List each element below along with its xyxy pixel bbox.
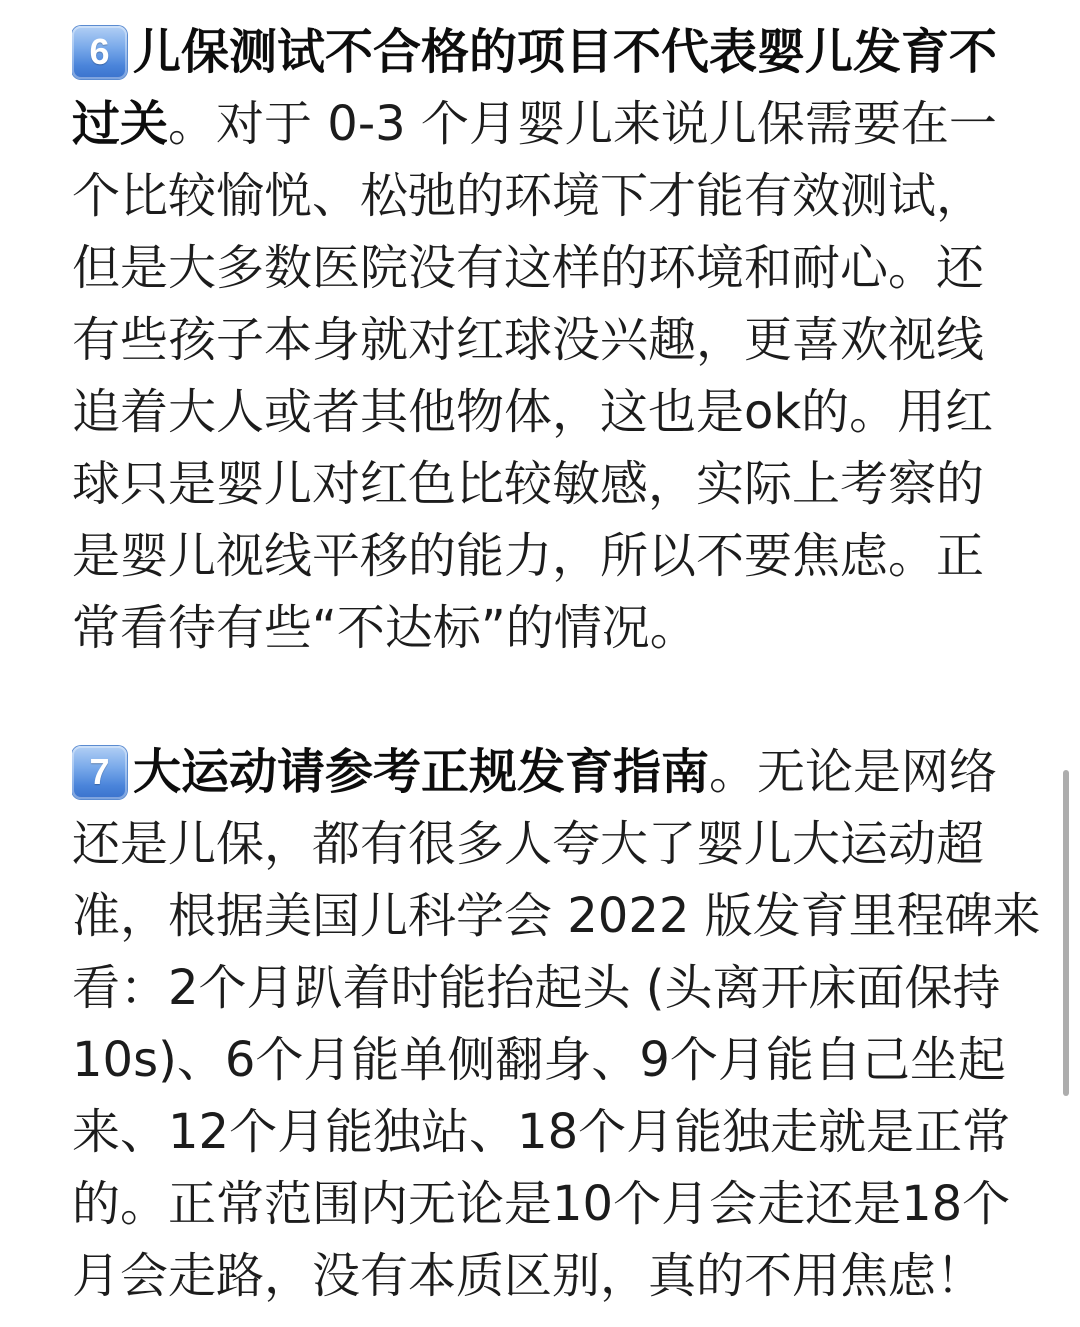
- paragraph-text: 准，根据美国儿科学会 2022 版发育里程碑来: [72, 888, 1041, 944]
- paragraph-text: 。无论是网络: [709, 744, 998, 800]
- paragraph-spacer: [72, 664, 1062, 736]
- paragraph-line: [72, 736, 1062, 808]
- paragraph-line: [72, 952, 1062, 1024]
- paragraph-line: [72, 304, 1062, 376]
- paragraph-line: [72, 232, 1062, 304]
- note-section-6: [72, 16, 1062, 664]
- paragraph-text: 球只是婴儿对红色比较敏感，实际上考察的: [72, 456, 985, 512]
- scrollbar-thumb[interactable]: [1063, 770, 1069, 1096]
- keycap-digit: 7: [89, 751, 110, 792]
- paragraph-line: [72, 880, 1062, 952]
- paragraph-text: 的。正常范围内无论是10个月会走还是18个: [72, 1176, 1011, 1232]
- paragraph-line: [72, 376, 1062, 448]
- keycap-number-icon: [72, 746, 127, 799]
- paragraph-text: 来、12个月能独站、18个月能独走就是正常: [72, 1104, 1011, 1160]
- paragraph-text: 。对于 0-3 个月婴儿来说儿保需要在一: [168, 96, 997, 152]
- paragraph-line: [72, 88, 1062, 160]
- paragraph-text: 个比较愉悦、松弛的环境下才能有效测试，: [72, 168, 985, 224]
- paragraph-line: [72, 1168, 1062, 1240]
- paragraph-line: [72, 448, 1062, 520]
- paragraph-line: [72, 592, 1062, 664]
- paragraph-line: [72, 808, 1062, 880]
- keycap-number-icon: [72, 26, 127, 79]
- paragraph-text: 看：2个月趴着时能抬起头 (头离开床面保持: [72, 960, 1001, 1016]
- section-heading: 过关: [72, 96, 169, 152]
- paragraph-text: 但是大多数医院没有这样的环境和耐心。还: [72, 240, 985, 296]
- section-heading: 儿保测试不合格的项目不代表婴儿发育不: [133, 24, 998, 80]
- paragraph-text: 追着大人或者其他物体，这也是ok的。用红: [72, 384, 994, 440]
- paragraph-text: 10s)、6个月能单侧翻身、9个月能自己坐起: [72, 1032, 1006, 1088]
- paragraph-text: 有些孩子本身就对红球没兴趣，更喜欢视线: [72, 312, 985, 368]
- section-heading: 大运动请参考正规发育指南: [133, 744, 710, 800]
- keycap-digit: 6: [89, 31, 110, 72]
- paragraph-line: [72, 1096, 1062, 1168]
- paragraph-line: [72, 1240, 1062, 1312]
- paragraph-text: 常看待有些“不达标”的情况。: [72, 600, 698, 656]
- paragraph-line: [72, 520, 1062, 592]
- paragraph-text: 月会走路，没有本质区别，真的不用焦虑！: [72, 1248, 985, 1304]
- note-body: [72, 16, 1062, 1312]
- paragraph-line: [72, 160, 1062, 232]
- paragraph-text: 是婴儿视线平移的能力，所以不要焦虑。正: [72, 528, 985, 584]
- paragraph-text: 还是儿保，都有很多人夸大了婴儿大运动超: [72, 816, 985, 872]
- note-section-7: [72, 736, 1062, 1312]
- paragraph-line: [72, 16, 1062, 88]
- paragraph-line: [72, 1024, 1062, 1096]
